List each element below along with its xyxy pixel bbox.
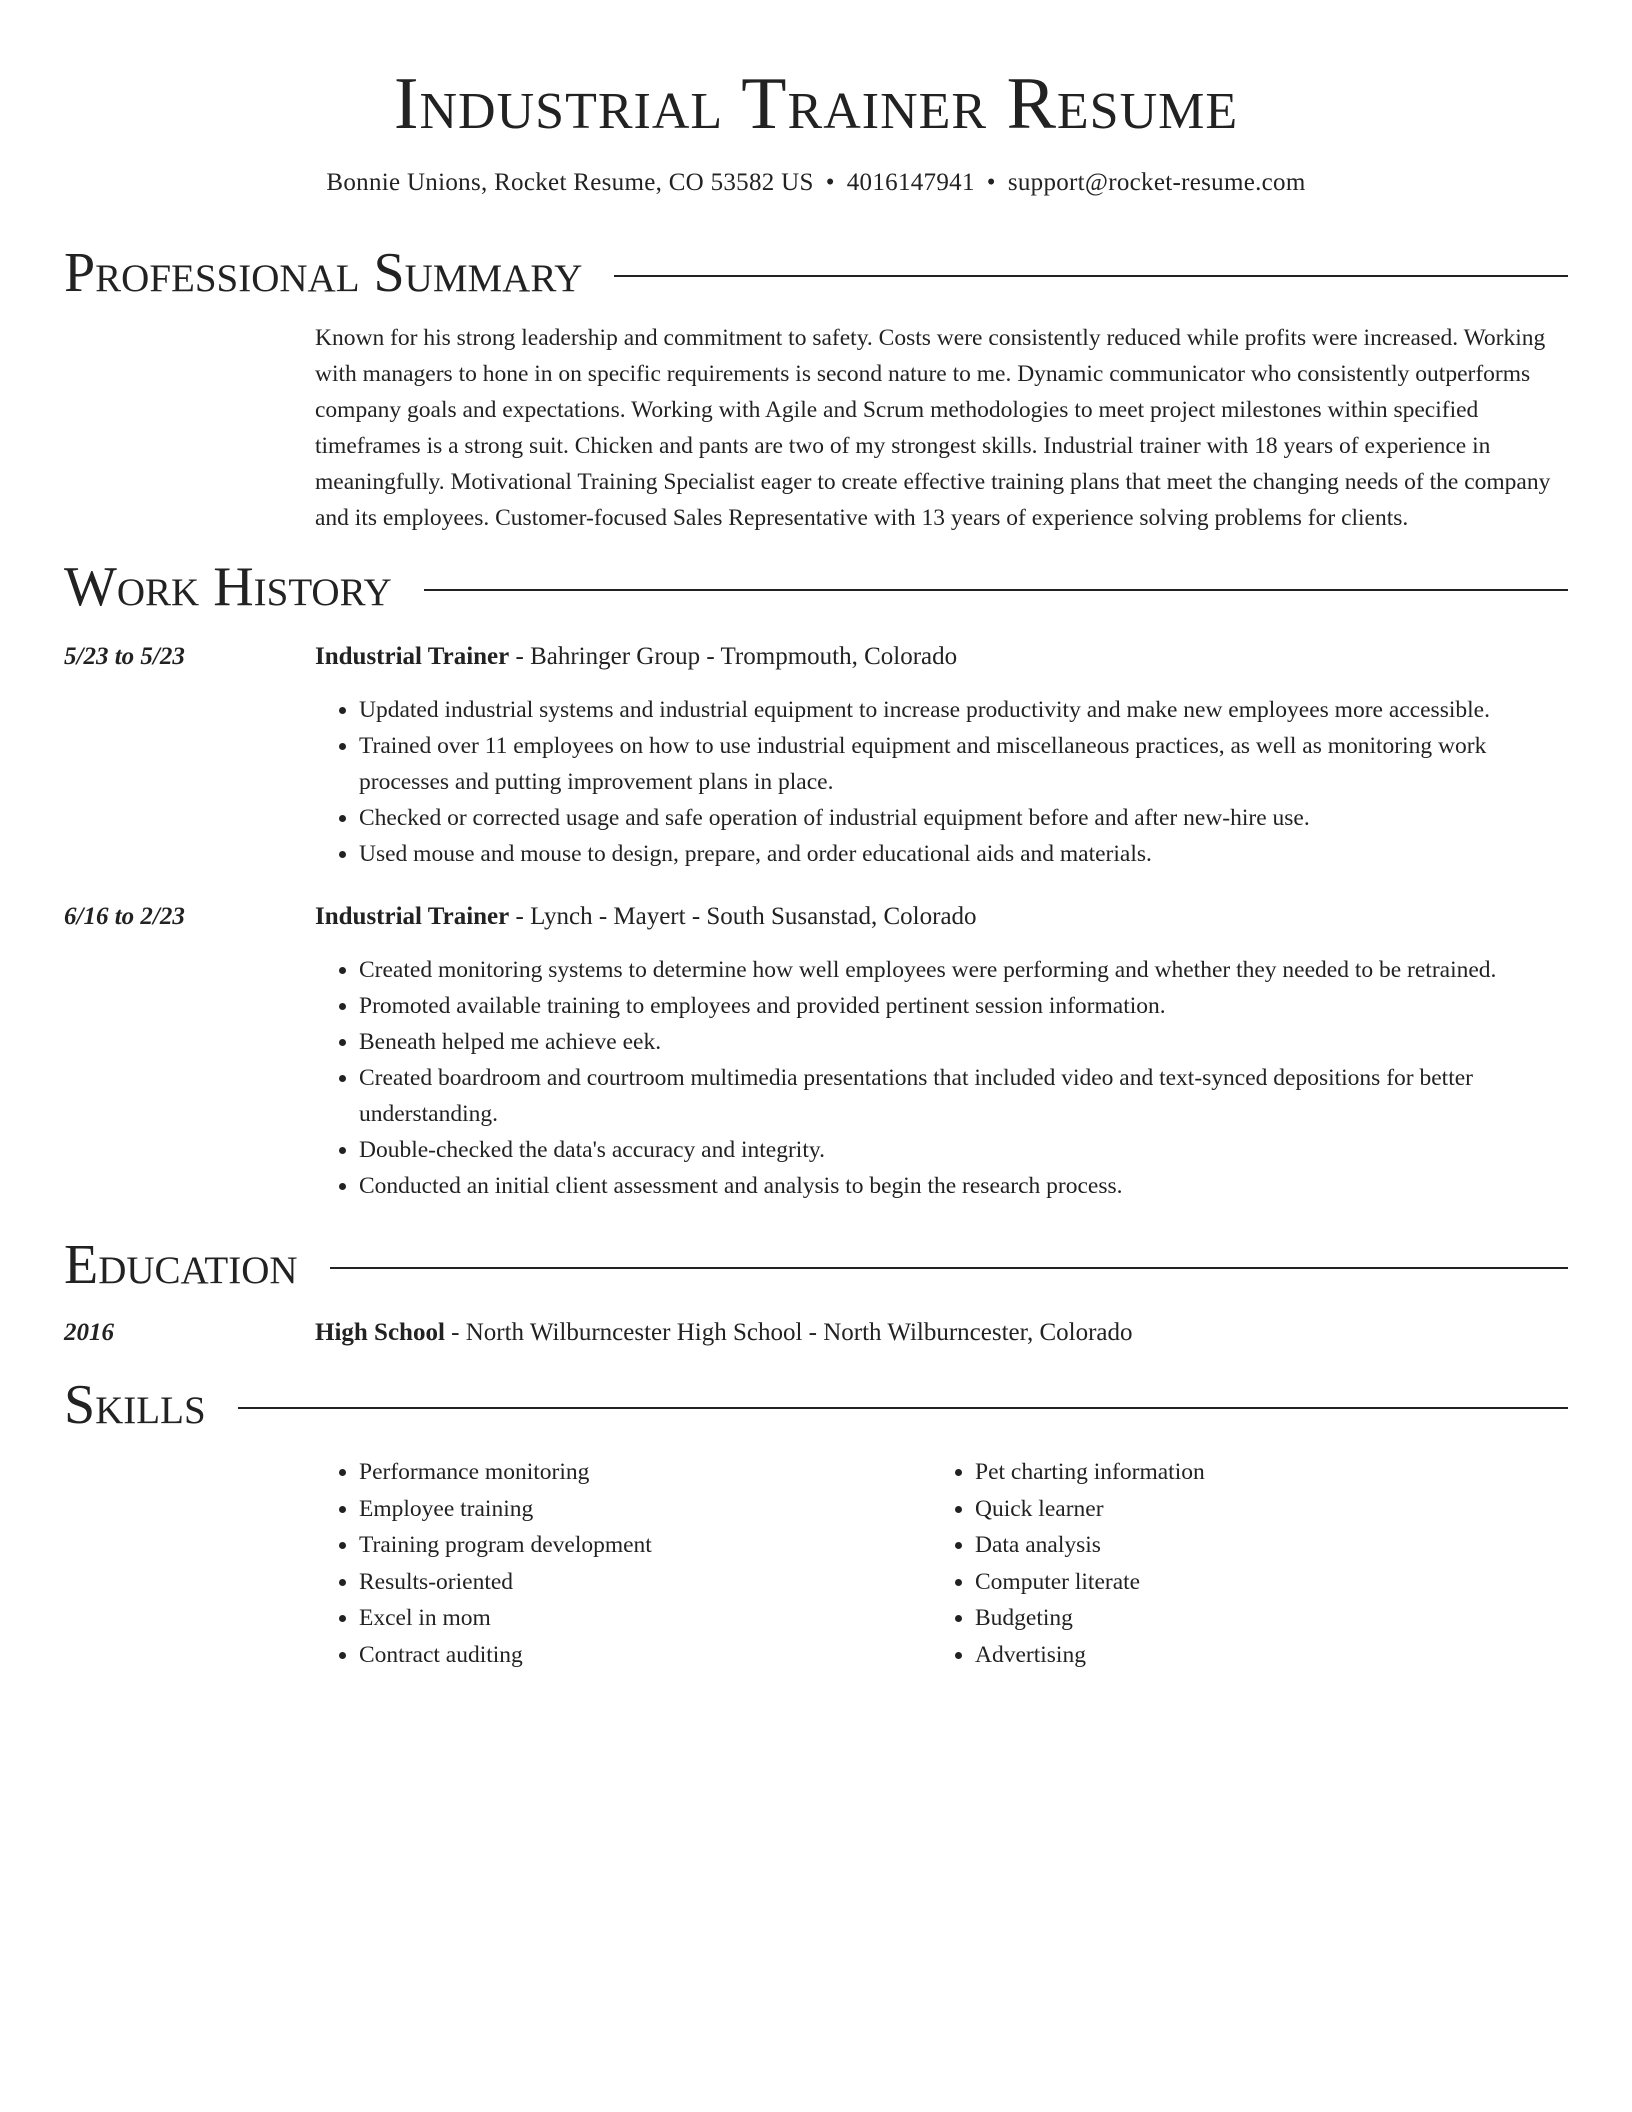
skill-item: • Excel in mom	[359, 1600, 931, 1637]
contact-phone: 4016147941	[846, 169, 975, 196]
section-divider	[238, 1407, 1568, 1409]
contact-separator: •	[986, 169, 996, 196]
list-item: • Updated industrial systems and industrial equipment to increase productivity and make new employees more accessible.	[359, 692, 1568, 728]
work-entry-title-line	[315, 900, 1568, 934]
list-item: • Created monitoring systems to determine how well employees were performing and whether they needed to be retrained.	[359, 952, 1568, 988]
work-entry-dates: 6/16 to 2/23	[64, 903, 185, 930]
resume-title: Industrial Trainer Resume	[393, 63, 1239, 145]
skill-item: • Training program development	[359, 1527, 931, 1564]
work-heading: Work History	[64, 556, 392, 618]
skills-heading: Skills	[64, 1374, 206, 1436]
work-entry	[64, 900, 1568, 1204]
list-item: • Conducted an initial client assessment and analysis to begin the research process.	[359, 1168, 1568, 1204]
list-item: • Used mouse and mouse to design, prepare, and order educational aids and materials.	[359, 836, 1568, 872]
skills-section-header	[64, 1370, 1568, 1440]
summary-section-header	[64, 238, 1568, 308]
contact-line	[64, 166, 1568, 200]
work-section-header	[64, 552, 1568, 622]
work-entry-body	[315, 900, 1568, 1204]
education-details: - North Wilburncester High School - North Wilburncester, Colorado	[444, 1319, 1133, 1346]
list-item: • Promoted available training to employees and provided pertinent session information.	[359, 988, 1568, 1024]
skill-item: • Quick learner	[975, 1491, 1205, 1528]
summary-text: Known for his strong leadership and commitment to safety. Costs were consistently reduced while profits were increased. Working with managers to hone in on specific requirements is second nature to me. Dynamic communicator who consistently outperforms company goals and expectations. Working with Agile and Scrum methodologies to meet project milestones within specified timeframes is a strong suit. Chicken and pants are two of my strongest skills. Industrial trainer with 18 years of experience in meaningfully. Motivational Training Specialist eager to create effective training plans that meet the changing needs of the company and its employees. Customer-focused Sales Representative with 13 years of experience solving problems for clients.	[315, 325, 1551, 531]
skill-item: • Budgeting	[975, 1600, 1205, 1637]
contact-email[interactable]: support@rocket-resume.com	[1007, 169, 1306, 196]
skill-item: • Pet charting information	[975, 1454, 1205, 1491]
section-divider	[424, 589, 1568, 591]
work-entry-details: - Bahringer Group - Trompmouth, Colorado	[509, 643, 958, 670]
work-entry-role: Industrial Trainer	[315, 903, 510, 930]
skills-columns	[315, 1454, 1568, 1673]
skill-item: • Data analysis	[975, 1527, 1205, 1564]
work-entry	[64, 640, 1568, 872]
work-entry-bullets	[315, 952, 1568, 1204]
work-entry-title-line	[315, 640, 1568, 674]
education-section-header	[64, 1230, 1568, 1300]
skill-item: • Advertising	[975, 1637, 1205, 1674]
work-entry-details: - Lynch - Mayert - South Susanstad, Colorado	[509, 903, 977, 930]
skill-item: • Performance monitoring	[359, 1454, 931, 1491]
work-entry-role: Industrial Trainer	[315, 643, 510, 670]
skill-item: • Contract auditing	[359, 1637, 931, 1674]
skills-list-right	[931, 1454, 1205, 1673]
work-entry-dates: 5/23 to 5/23	[64, 643, 185, 670]
work-entry-body	[315, 640, 1568, 872]
list-item: • Checked or corrected usage and safe operation of industrial equipment before and after new-hire use.	[359, 800, 1568, 836]
skill-item: • Computer literate	[975, 1564, 1205, 1601]
education-entry	[64, 1316, 1568, 1350]
education-degree: High School	[315, 1319, 445, 1346]
section-divider	[614, 275, 1568, 277]
skill-item: • Employee training	[359, 1491, 931, 1528]
skill-item: • Results-oriented	[359, 1564, 931, 1601]
education-title-line	[315, 1316, 1568, 1350]
education-heading: Education	[64, 1234, 298, 1296]
list-item: • Created boardroom and courtroom multimedia presentations that included video and text-synced depositions for better understanding.	[359, 1060, 1568, 1132]
skills-list-left	[315, 1454, 931, 1673]
work-entry-bullets	[315, 692, 1568, 872]
list-item: • Trained over 11 employees on how to use industrial equipment and miscellaneous practices, as well as monitoring work processes and putting improvement plans in place.	[359, 728, 1568, 800]
section-divider	[330, 1267, 1568, 1269]
education-year: 2016	[64, 1319, 114, 1346]
contact-separator: •	[825, 169, 835, 196]
list-item: • Double-checked the data's accuracy and integrity.	[359, 1132, 1568, 1168]
contact-address: Bonnie Unions, Rocket Resume, CO 53582 US	[326, 169, 814, 196]
education-entry-body	[315, 1316, 1568, 1350]
list-item: • Beneath helped me achieve eek.	[359, 1024, 1568, 1060]
summary-heading: Professional Summary	[64, 242, 583, 304]
